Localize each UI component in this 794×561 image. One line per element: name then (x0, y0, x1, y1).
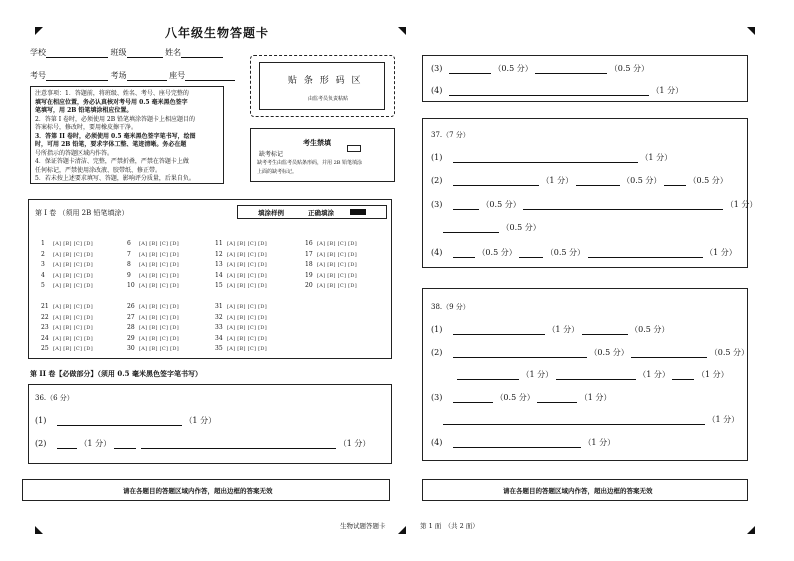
mc-question-row (41, 249, 93, 258)
q38-r4-answer[interactable] (453, 439, 581, 448)
mc-question-number: 28 (127, 324, 135, 331)
registration-mark-bottom-left (35, 526, 43, 534)
q38-r2-score-2: （0.5 分） (709, 348, 750, 357)
mc-answer-bubbles[interactable]: [A] [B] [C] [D] (227, 335, 267, 342)
mc-question-number: 12 (215, 250, 223, 258)
mc-answer-bubbles[interactable]: [A] [B] [C] [D] (53, 335, 93, 342)
mc-question-number: 15 (215, 282, 223, 289)
mc-question-number: 13 (215, 261, 223, 268)
q37-r4-answer-c[interactable] (588, 249, 703, 258)
mc-question-row (215, 312, 267, 321)
mc-question-number: 3 (41, 261, 45, 268)
mc-question-number: 4 (41, 271, 45, 279)
mc-question-number: 32 (215, 313, 223, 321)
room-label: 考场 (110, 71, 127, 80)
page-title: 八年级生物答题卡 (165, 26, 270, 40)
q35-r3-score-a: （0.5 分） (493, 64, 533, 73)
mc-question-row (215, 280, 267, 289)
mc-question-row (215, 343, 267, 352)
mc-answer-bubbles[interactable]: [A] [B] [C] [D] (227, 314, 267, 321)
q37-r3-score-2: （1 分） (725, 200, 758, 209)
q38-r3-answer-c[interactable] (443, 416, 705, 425)
exam-no-label: 考号 (30, 71, 46, 80)
mc-question-number: 5 (41, 282, 45, 289)
q38-r3-score-1: （0.5 分） (495, 393, 535, 402)
mc-question-number: 21 (41, 303, 49, 310)
notice-line: 3．答第 II 卷时，必须使用 0.5 毫米黑色签字笔书写，绘图 (35, 132, 196, 140)
page-info: 第 1 面 （共 2 面） (420, 522, 479, 530)
mc-question-row (305, 270, 357, 279)
q37-r3-answer-b[interactable] (523, 201, 723, 210)
mc-answer-bubbles[interactable]: [A] [B] [C] [D] (139, 314, 179, 321)
q37-r2-score-2: （0.5 分） (622, 176, 662, 185)
q38-r4-score-1: （1 分） (583, 438, 616, 447)
q37-r1-answer[interactable] (453, 154, 638, 163)
absent-desc-2: 上面的缺考标记。 (257, 169, 298, 175)
q35-r3-score-b: （0.5 分） (609, 64, 650, 73)
mc-question-number: 23 (41, 324, 49, 331)
q38-r3-answer-b[interactable] (537, 394, 577, 403)
q37-r1-score: （1 分） (640, 153, 673, 162)
seat-field[interactable] (185, 72, 235, 81)
mc-question-number: 7 (127, 250, 131, 258)
notice-line: 注意事项：1．答题前，将班级、姓名、考号、座号完整的 (35, 90, 189, 97)
correct-label: 正确填涂 (308, 209, 334, 217)
q38-r4-label: (4) (431, 438, 443, 447)
mc-question-row (127, 280, 179, 289)
absent-box (250, 128, 395, 182)
mc-answer-bubbles[interactable]: [A] [B] [C] [D] (53, 272, 93, 279)
mc-answer-bubbles[interactable]: [A] [B] [C] [D] (227, 251, 267, 258)
mc-question-number: 20 (305, 282, 313, 289)
notice-text (35, 90, 219, 184)
q36-row-1 (35, 415, 216, 426)
q38-r1-answer-a[interactable] (453, 326, 545, 335)
mc-answer-bubbles[interactable]: [A] [B] [C] [D] (53, 314, 93, 321)
q38-row-2 (431, 347, 749, 358)
q38-r1-label: (1) (431, 325, 443, 334)
q37-r4-answer-b[interactable] (519, 249, 543, 258)
q38-r2-score-1: （0.5 分） (589, 348, 629, 357)
part1-title: 第 I 卷 （须用 2B 铅笔填涂） (35, 209, 129, 217)
q37-r4-label: (4) (431, 248, 443, 257)
mc-question-row (215, 322, 267, 331)
sample-label: 填涂样例 (258, 209, 284, 217)
q37-r2-answer-b[interactable] (576, 177, 620, 186)
name-field[interactable] (181, 49, 223, 58)
q38-row-3 (431, 392, 611, 403)
q35-row-4 (431, 85, 683, 96)
q36-r2-answer-b[interactable] (114, 440, 136, 449)
mc-question-row (127, 270, 179, 279)
mc-answer-bubbles[interactable]: [A] [B] [C] [D] (139, 325, 179, 331)
mc-answer-bubbles[interactable]: [A] [B] [C] [D] (227, 304, 267, 310)
mc-question-row (127, 333, 179, 342)
sample-box (237, 205, 387, 219)
mc-question-number: 33 (215, 324, 223, 331)
q38-title: 38.（9 分） (431, 303, 470, 311)
mc-answer-bubbles[interactable]: [A] [B] [C] [D] (139, 335, 179, 342)
q35-row-3 (431, 63, 649, 74)
barcode-note: 由监考员负责粘贴 (308, 96, 349, 102)
q37-row-2 (431, 175, 728, 186)
notice-line: 4．保证答题卡清洁、完整，严禁折叠，严禁在答题卡上做 (35, 158, 189, 165)
barcode-area (259, 62, 385, 110)
barcode-title: 贴 条 形 码 区 (288, 76, 363, 86)
school-label: 学校 (30, 48, 46, 57)
absent-mark-checkbox[interactable] (347, 145, 361, 152)
mc-question-row (41, 259, 93, 268)
q37-r2-score-1: （1 分） (541, 176, 574, 185)
registration-mark-bottom-right (747, 526, 755, 534)
mc-question-row (215, 270, 267, 279)
q37-r4-answer-a[interactable] (453, 249, 475, 258)
mc-question-row (41, 312, 93, 321)
mc-question-number: 11 (215, 240, 223, 247)
q38-r2-answer-d[interactable] (556, 371, 636, 380)
mc-answer-bubbles[interactable]: [A] [B] [C] [D] (139, 283, 179, 289)
q37-r3-label: (3) (431, 200, 443, 209)
mc-answer-bubbles[interactable]: [A] [B] [C] [D] (139, 346, 179, 352)
q37-row-3b (443, 222, 541, 233)
filled-sample-mark (350, 209, 366, 215)
q36-r2-answer-c[interactable] (141, 440, 336, 449)
mc-question-number: 8 (127, 261, 131, 268)
q36-r2-score-b: （1 分） (338, 439, 371, 448)
q37-r2-answer-a[interactable] (453, 177, 539, 186)
mc-question-number: 27 (127, 313, 135, 321)
mc-answer-bubbles[interactable]: [A] [B] [C] [D] (139, 241, 179, 247)
student-info-row-1 (30, 47, 223, 58)
mc-answer-bubbles[interactable]: [A] [B] [C] [D] (139, 262, 179, 268)
notice-line: 答案标号，修改时，要用橡皮擦干净。 (35, 124, 138, 131)
class-label: 班级 (110, 48, 127, 57)
mc-answer-bubbles[interactable]: [A] [B] [C] [D] (227, 325, 267, 331)
mc-question-number: 9 (127, 271, 131, 279)
notice-line: 号所指示的答题区域内作答。 (35, 149, 114, 157)
mc-answer-bubbles[interactable]: [A] [B] [C] [D] (53, 283, 93, 289)
mc-answer-bubbles[interactable]: [A] [B] [C] [D] (53, 262, 93, 268)
mc-answer-bubbles[interactable]: [A] [B] [C] [D] (317, 283, 357, 289)
mc-question-number: 19 (305, 271, 313, 279)
mc-question-row (41, 238, 93, 247)
q37-r3-answer-c[interactable] (443, 224, 499, 233)
q37-row-3 (431, 199, 757, 210)
school-field[interactable] (46, 49, 108, 58)
mc-question-row (41, 343, 93, 352)
notice-line: 5．若未按上述要求填写、答题，影响评分质量，后果自负。 (35, 175, 195, 182)
q36-r1-answer[interactable] (57, 417, 182, 426)
mc-answer-bubbles[interactable]: [A] [B] [C] [D] (139, 251, 179, 258)
mc-question-row (305, 280, 357, 289)
part1-box (28, 199, 392, 359)
q35-r3-answer-b[interactable] (535, 65, 607, 74)
mc-question-row (305, 238, 357, 247)
q38-r1-score-1: （1 分） (547, 325, 580, 334)
q38-r2b-score-1: （1 分） (521, 370, 554, 379)
mc-question-number: 10 (127, 282, 135, 289)
mc-question-row (127, 312, 179, 321)
q38-row-1 (431, 324, 669, 335)
mc-question-number: 25 (41, 345, 49, 352)
q38-row-2b (443, 369, 729, 380)
mc-question-number: 31 (215, 303, 223, 310)
q37-r2-answer-c[interactable] (664, 177, 686, 186)
q35-r3-answer-a[interactable] (449, 65, 491, 74)
room-field[interactable] (127, 72, 167, 81)
q36-r1-score: （1 分） (184, 416, 217, 425)
mc-answer-bubbles[interactable]: [A] [B] [C] [D] (227, 272, 267, 279)
name-label: 姓名 (165, 48, 182, 57)
notice-line: 填写在相应位置，务必认真核对考号用 0.5 毫米黑色签字 (35, 98, 188, 106)
mc-question-row (215, 249, 267, 258)
mc-question-number: 6 (127, 240, 131, 247)
mc-answer-bubbles[interactable]: [A] [B] [C] [D] (53, 251, 93, 258)
mc-question-row (215, 259, 267, 268)
q35-r4-label: (4) (431, 86, 443, 95)
q36-box (28, 384, 392, 464)
mc-question-number: 22 (41, 313, 49, 321)
q36-r2-label: (2) (35, 439, 47, 448)
q35-r4-score: （1 分） (651, 86, 684, 95)
mc-answer-bubbles[interactable]: [A] [B] [C] [D] (317, 251, 357, 258)
mc-answer-bubbles[interactable]: [A] [B] [C] [D] (53, 325, 93, 331)
q38-box (422, 288, 748, 461)
mc-answer-bubbles[interactable]: [A] [B] [C] [D] (53, 304, 93, 310)
q37-r2-score-3: （0.5 分） (688, 176, 728, 185)
q35-r3-label: (3) (431, 64, 443, 73)
registration-mark-top-center (398, 27, 406, 35)
q36-title: 36.（6 分） (35, 394, 74, 402)
mc-question-row (127, 238, 179, 247)
q37-row-1 (431, 152, 672, 163)
q35-r4-answer[interactable] (449, 87, 649, 96)
q38-r2-answer-c[interactable] (457, 371, 519, 380)
mc-question-row (215, 238, 267, 247)
q38-r3-label: (3) (431, 393, 443, 402)
mc-answer-bubbles[interactable]: [A] [B] [C] [D] (317, 272, 357, 279)
q37-r4-score-3: （1 分） (705, 248, 737, 257)
mc-question-number: 30 (127, 345, 135, 352)
q37-title: 37.（7 分） (431, 131, 470, 139)
mc-question-row (127, 301, 179, 310)
right-warning-text: 请在各题目的答题区域内作答，超出边框的答案无效 (503, 487, 653, 495)
registration-mark-top-left (35, 27, 43, 35)
mc-question-number: 35 (215, 345, 223, 352)
notice-box (30, 86, 224, 184)
mc-answer-bubbles[interactable]: [A] [B] [C] [D] (317, 262, 357, 268)
q36-row-2 (35, 438, 370, 449)
barcode-outer (250, 55, 395, 117)
mc-question-row (127, 322, 179, 331)
absent-title: 考生禁填 (303, 138, 331, 147)
notice-line: 任何标记，严禁使用涂改液、胶带纸、修正带。 (35, 166, 162, 174)
q38-r2b-score-2: （1 分） (638, 370, 670, 379)
mc-question-row (41, 301, 93, 310)
q38-r3b-score-1: （1 分） (707, 415, 740, 424)
q38-r3-score-2: （1 分） (579, 393, 612, 402)
mc-answer-bubbles[interactable]: [A] [B] [C] [D] (53, 241, 93, 247)
q38-r3-answer-a[interactable] (453, 394, 493, 403)
absent-mark-label: 缺考标记 (259, 151, 284, 158)
notice-line: 时，可用 2B 铅笔，要求字体工整、笔迹清晰。务必在题 (35, 141, 187, 148)
right-warning-box (422, 479, 748, 501)
mc-question-row (127, 343, 179, 352)
left-warning-box (22, 479, 390, 501)
class-field[interactable] (127, 49, 163, 58)
mc-question-number: 24 (41, 334, 49, 342)
mc-question-row (215, 333, 267, 342)
q38-r1-answer-b[interactable] (582, 326, 628, 335)
mc-answer-bubbles[interactable]: [A] [B] [C] [D] (317, 241, 357, 247)
mc-question-row (41, 333, 93, 342)
q37-row-4 (431, 247, 737, 258)
left-warning-text: 请在各题目的答题区域内作答，超出边框的答案无效 (123, 487, 273, 495)
registration-mark-top-right (747, 27, 755, 35)
q38-r2b-score-3: （1 分） (697, 370, 729, 379)
mc-question-number: 14 (215, 271, 223, 279)
q38-r2-answer-a[interactable] (453, 349, 587, 358)
q38-row-4 (431, 437, 615, 448)
q37-r3-score-3: （0.5 分） (501, 223, 541, 232)
q38-r2-answer-e[interactable] (672, 371, 694, 380)
q38-r2-answer-b[interactable] (631, 349, 707, 358)
mc-question-row (305, 259, 357, 268)
part2-title: 第 II 卷【必做部分】（须用 0.5 毫米黑色签字笔书写） (30, 369, 202, 378)
q36-r1-label: (1) (35, 416, 47, 425)
mc-question-row (127, 249, 179, 258)
mc-answer-bubbles[interactable]: [A] [B] [C] [D] (53, 346, 93, 352)
q37-r2-label: (2) (431, 176, 443, 185)
mc-question-row (305, 249, 357, 258)
mc-answer-bubbles[interactable]: [A] [B] [C] [D] (227, 241, 267, 247)
mc-question-number: 18 (305, 261, 313, 268)
mc-answer-bubbles[interactable]: [A] [B] [C] [D] (227, 283, 267, 289)
registration-mark-bottom-center (398, 526, 406, 534)
exam-no-field[interactable] (46, 72, 108, 81)
mc-question-number: 29 (127, 334, 135, 342)
q37-box (422, 118, 758, 268)
q35-cont-box (422, 55, 748, 102)
q37-r3-answer-a[interactable] (453, 201, 479, 210)
q38-r1-score-2: （0.5 分） (630, 325, 670, 334)
q37-r3-score-1: （0.5 分） (481, 200, 521, 209)
q38-row-3b (443, 414, 739, 425)
mc-question-row (127, 259, 179, 268)
q38-r2-label: (2) (431, 348, 443, 357)
mc-question-row (41, 280, 93, 289)
mc-question-number: 2 (41, 250, 45, 258)
mc-answer-bubbles[interactable]: [A] [B] [C] [D] (227, 346, 267, 352)
mc-question-number: 16 (305, 240, 313, 247)
q37-r1-label: (1) (431, 153, 443, 162)
mc-question-row (215, 301, 267, 310)
notice-line: 2．答第 I 卷时，必须使用 2B 铅笔填涂答题卡上相应题目的 (35, 115, 196, 123)
mc-question-number: 34 (215, 334, 223, 342)
q37-r4-score-1: （0.5 分） (477, 248, 517, 257)
seat-label: 座号 (169, 71, 186, 80)
mc-question-number: 17 (305, 250, 313, 258)
mc-question-number: 1 (41, 240, 45, 247)
mc-question-number: 26 (127, 303, 135, 310)
mc-answer-bubbles[interactable]: [A] [B] [C] [D] (139, 304, 179, 310)
card-name: 生物试题答题卡 (340, 522, 386, 530)
mc-answer-bubbles[interactable]: [A] [B] [C] [D] (227, 262, 267, 268)
student-info-row-2 (30, 70, 235, 81)
q37-r4-score-2: （0.5 分） (545, 248, 586, 257)
mc-answer-bubbles[interactable]: [A] [B] [C] [D] (139, 272, 179, 279)
q36-r2-answer-a[interactable] (57, 440, 77, 449)
absent-desc-1: 缺考考生由监考员贴条形码，并用 2B 铅笔填涂 (257, 160, 363, 166)
mc-question-row (41, 322, 93, 331)
mc-question-row (41, 270, 93, 279)
notice-line: 笔填写，用 2B 铅笔填涂相应位置。 (35, 107, 133, 114)
q36-r2-score-a: （1 分） (79, 439, 112, 448)
